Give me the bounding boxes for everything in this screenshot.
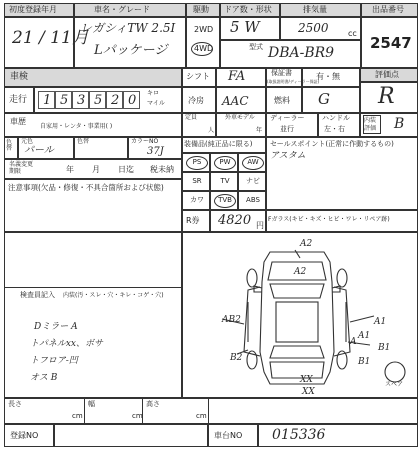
equipment-cell (210, 191, 238, 210)
equipment-title: 装備品(純正品に限る) (184, 140, 253, 148)
mileage-digit-box (89, 91, 106, 109)
shift-label: シフト (186, 72, 210, 81)
damage-mark: A1 (358, 331, 371, 341)
ac-label: 冷房 (188, 96, 204, 105)
equipment-circle (214, 156, 236, 170)
transfer-year: 年 (66, 165, 74, 174)
lot-value: 2547 (370, 34, 412, 52)
damage-mark: A1 (374, 317, 387, 327)
equipment-cell (238, 172, 266, 191)
ac-value: AAC (222, 94, 249, 108)
lot-label: 出品番号 (372, 5, 404, 14)
damage-mark: XX (300, 375, 313, 385)
length-unit: cm (72, 412, 83, 420)
first-reg-label: 初度登録年月 (9, 5, 57, 14)
repaint-label: 色替 (6, 139, 13, 152)
handle-value: 左・右 (324, 125, 345, 133)
equipment-cell (238, 191, 266, 210)
equipment-circle (242, 156, 264, 170)
mileage-digit: 5 (94, 93, 103, 108)
height-unit: cm (196, 412, 207, 420)
damage-mark: A2 (300, 239, 313, 249)
model-label: 車名・グレード (94, 5, 150, 14)
sharyo-label: 車歴 (10, 117, 26, 126)
inspector-entry: オス B (30, 373, 58, 383)
damage-mark: AB2 (222, 315, 241, 325)
drive-2wd: 2WD (194, 25, 214, 34)
displacement-unit: cc (348, 29, 357, 38)
inspector-entry: トフロア-凹 (30, 356, 78, 366)
mileage-digit: 5 (60, 93, 69, 108)
equipment-item: ナビ (246, 177, 260, 185)
mileage-digit: 2 (111, 93, 120, 108)
color-no-label: カラーNO (131, 138, 159, 145)
warranty-label: 保証書 (271, 69, 292, 77)
mileage-digit: 1 (43, 93, 52, 108)
grade-value: Lパッケージ (94, 43, 168, 58)
equipment-item: ABS (246, 196, 260, 204)
interior-label: 内装評価 (364, 117, 377, 132)
tax-label: 税未納 (150, 165, 174, 174)
damage-mark: A2 (294, 267, 307, 277)
height-label: 高さ (146, 400, 160, 408)
fuel-value-cell (302, 87, 360, 113)
equipment-grid (182, 153, 266, 210)
score-value: R (378, 84, 395, 109)
handle-label: ハンドル (322, 114, 350, 122)
shaken-label: 車検 (10, 72, 29, 82)
displacement-value: 2500 (298, 21, 329, 35)
mileage-digit-box (72, 91, 89, 109)
interior-value: B (394, 116, 405, 132)
mileage-digit-box (38, 91, 55, 109)
recycle-value: 4820 (218, 213, 252, 228)
type-value: DBA-BR9 (268, 45, 335, 61)
equipment-cell (210, 172, 238, 191)
sharyo-sub: 自家用・レンタ・事業用( ) (40, 123, 113, 130)
doors-label: ドア数・形状 (224, 5, 272, 14)
model-year-unit: 年 (256, 127, 263, 134)
damage-mark: B1 (378, 343, 391, 353)
warranty-sub: (取扱説明書/ディーラー保証) (267, 79, 320, 84)
mileage-label: 走行 (9, 95, 28, 105)
transfer-month: 月 (92, 165, 100, 174)
shaken-label-cell (4, 68, 182, 87)
width-unit: cm (132, 412, 143, 420)
mileage-digit-box (123, 91, 140, 109)
model-year-label: 外車モデル (225, 114, 255, 121)
color-label: 色替 (77, 138, 90, 145)
mileage-digit: 3 (77, 93, 86, 108)
equipment-item: TVB (218, 196, 232, 204)
dim-divider-1 (84, 398, 85, 424)
equipment-item: PW (219, 158, 231, 166)
inspector-entries (30, 323, 180, 393)
dealer-label: ディーラー (270, 114, 305, 122)
length-label: 長さ (8, 400, 22, 408)
equipment-item: カワ (190, 196, 204, 204)
equipment-item: AW (247, 158, 259, 166)
fuel-value: G (318, 90, 330, 108)
recycle-label: R券 (186, 216, 200, 225)
color-no-value: 37J (147, 146, 164, 157)
recycle-unit: 円 (256, 221, 264, 230)
equipment-item: PS (192, 158, 202, 166)
dealer-value: 並行 (280, 125, 294, 133)
orig-color-value: パール (24, 145, 54, 156)
inspector-divider (4, 287, 182, 288)
car-diagram (182, 232, 418, 398)
equipment-cell (210, 153, 238, 172)
inspector-entry: トパネルxx、ボサ (30, 339, 103, 349)
dim-divider-3 (208, 398, 209, 424)
damage-mark: B2 (230, 353, 243, 363)
equipment-item: TV (220, 177, 230, 185)
drive-4wd: 4WD (194, 44, 214, 53)
damage-mark: A (350, 337, 357, 347)
mileage-digits (38, 91, 138, 109)
equipment-cell (238, 153, 266, 172)
sales-point-value: アスタム (270, 151, 306, 161)
equipment-circle (214, 194, 236, 208)
damage-mark: B1 (358, 357, 371, 367)
damage-mark: XX (302, 387, 315, 397)
windshield-label: Fガラス(キビ・キズ・ヒビ・ワレ・リペア跡) (268, 216, 390, 223)
dim-divider-2 (142, 398, 143, 424)
chassis-no-label: 車台NO (214, 431, 243, 440)
capacity-unit: 人 (208, 127, 215, 134)
equipment-circle (186, 156, 208, 170)
mileage-digit: 0 (128, 93, 137, 108)
dimensions-row (4, 398, 418, 424)
inspector-label: 検査員記入 (20, 291, 55, 299)
warranty-value: 有・無 (316, 72, 340, 81)
mileage-digit-box (55, 91, 72, 109)
displacement-label: 排気量 (303, 5, 327, 14)
model-value: レガシィTW 2.5I (80, 21, 176, 35)
mileage-unit-km: キロ (147, 90, 160, 97)
first-reg-value: 21 / 11月 (12, 28, 89, 48)
doors-value: 5 W (230, 18, 260, 36)
capacity-label: 定員 (185, 114, 198, 121)
equipment-item: SR (192, 177, 202, 185)
chassis-no-value: 015336 (272, 427, 326, 443)
equipment-cell (182, 191, 210, 210)
mileage-digit-box (106, 91, 123, 109)
reg-no-label: 登録NO (10, 431, 39, 440)
equipment-cell (182, 172, 210, 191)
reg-no-value-cell (54, 424, 208, 447)
spare-label: スペア (385, 381, 404, 388)
width-label: 幅 (88, 400, 95, 408)
type-label: 型式 (249, 43, 263, 51)
orig-color-label: 元色 (21, 138, 34, 145)
shift-value: FA (228, 69, 246, 84)
transfer-label: 名義変更期限 (9, 161, 34, 176)
score-label: 評価点 (375, 70, 399, 79)
sales-point-label: セールスポイント(正常に作動するもの) (270, 140, 394, 148)
equipment-cell (182, 153, 210, 172)
fuel-label: 燃料 (274, 96, 290, 105)
notes-label: 注意事項(欠品・修復・不具合箇所および状態) (8, 183, 164, 192)
inspector-entry: Dミラー A (34, 322, 78, 332)
transfer-day: 日迄 (118, 165, 134, 174)
drive-label: 駆動 (193, 5, 209, 14)
inspector-categories: 内装(汚・スレ・穴・キレ・コゲ・穴) (63, 292, 164, 299)
mileage-unit-mile: マイル (147, 100, 165, 107)
